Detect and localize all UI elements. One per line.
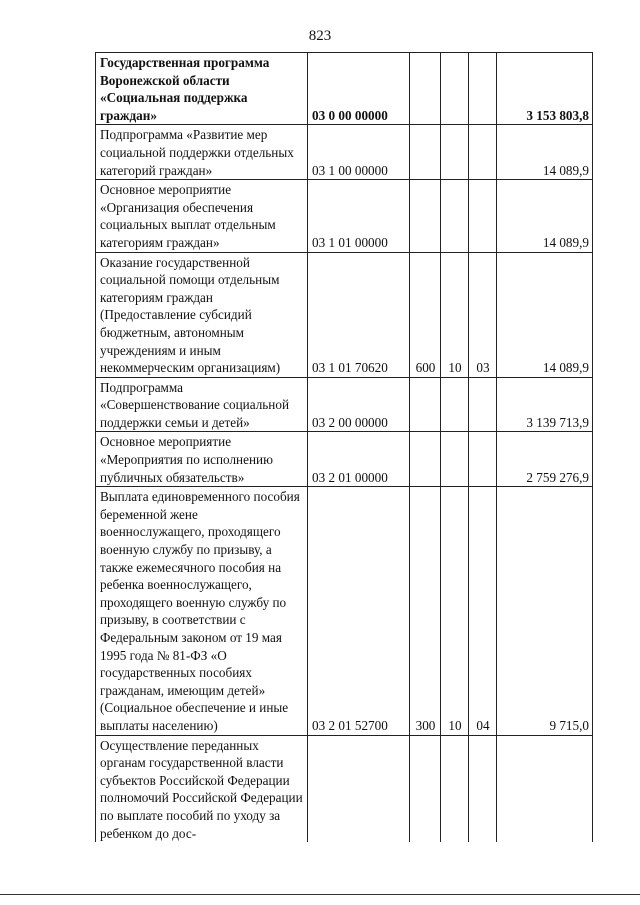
expense-type: 300 [410,487,441,735]
expense-type [410,180,441,252]
subsection-code [469,377,497,432]
table-row [96,487,593,735]
table-row [96,125,593,180]
target-code: 03 1 01 70620 [308,252,410,377]
target-code: 03 2 00 00000 [308,377,410,432]
row-name: Выплата единовременного пособия беременной жене военнослужащего, проходящего военную службу по призыву, а также ежемесячного пособия на ребенка военнослужащего, проходящего военную службу по призыву, в соответствии с Федеральным законом от 19 мая 1995 года № 81-ФЗ «О государственных пособиях гражданам, имеющим детей» (Социальное обеспечение и иные выплаты населению) [96,487,308,735]
table-row [96,53,593,125]
section-code [441,432,469,487]
table-row [96,252,593,377]
table-row [96,432,593,487]
section-code: 10 [441,252,469,377]
row-name: Государственная программа Воронежской области «Социальная поддержка граждан» [96,53,308,125]
subsection-code: 03 [469,252,497,377]
target-code: 03 2 01 00000 [308,432,410,487]
table-row [96,377,593,432]
section-code [441,180,469,252]
expense-type: 600 [410,252,441,377]
amount: 14 089,9 [497,252,593,377]
subsection-code [469,735,497,842]
row-name: Основное мероприятие «Мероприятия по исполнению публичных обязательств» [96,432,308,487]
amount: 9 715,0 [497,487,593,735]
row-name: Подпрограмма «Развитие мер социальной поддержки отдельных категорий граждан» [96,125,308,180]
subsection-code [469,180,497,252]
subsection-code [469,53,497,125]
amount [497,735,593,842]
row-name: Оказание государственной социальной помощи отдельным категориям граждан (Предоставление субсидий бюджетным, автономным учреждениям и иным некоммерческим организациям) [96,252,308,377]
expense-type [410,432,441,487]
section-code: 10 [441,487,469,735]
expense-type [410,735,441,842]
page-number: 823 [308,28,332,44]
target-code [308,735,410,842]
amount: 2 759 276,9 [497,432,593,487]
subsection-code [469,125,497,180]
section-code [441,377,469,432]
target-code: 03 2 01 52700 [308,487,410,735]
subsection-code: 04 [469,487,497,735]
budget-table [95,52,593,842]
row-name: Подпрограмма «Совершенствование социальной поддержки семьи и детей» [96,377,308,432]
section-code [441,53,469,125]
amount: 3 153 803,8 [497,53,593,125]
section-code [441,735,469,842]
target-code: 03 1 01 00000 [308,180,410,252]
table-row [96,735,593,842]
expense-type [410,125,441,180]
target-code: 03 0 00 00000 [308,53,410,125]
target-code: 03 1 00 00000 [308,125,410,180]
amount: 14 089,9 [497,180,593,252]
row-name: Осуществление переданных органам государственной власти субъектов Российской Федерации полномочий Российской Федерации по выплате пособий по уходу за ребенком до дос- [96,735,308,842]
amount: 14 089,9 [497,125,593,180]
expense-type [410,53,441,125]
subsection-code [469,432,497,487]
page-bottom-rule [0,894,640,895]
amount: 3 139 713,9 [497,377,593,432]
expense-type [410,377,441,432]
table-row [96,180,593,252]
section-code [441,125,469,180]
row-name: Основное мероприятие «Организация обеспечения социальных выплат отдельным категориям граждан» [96,180,308,252]
